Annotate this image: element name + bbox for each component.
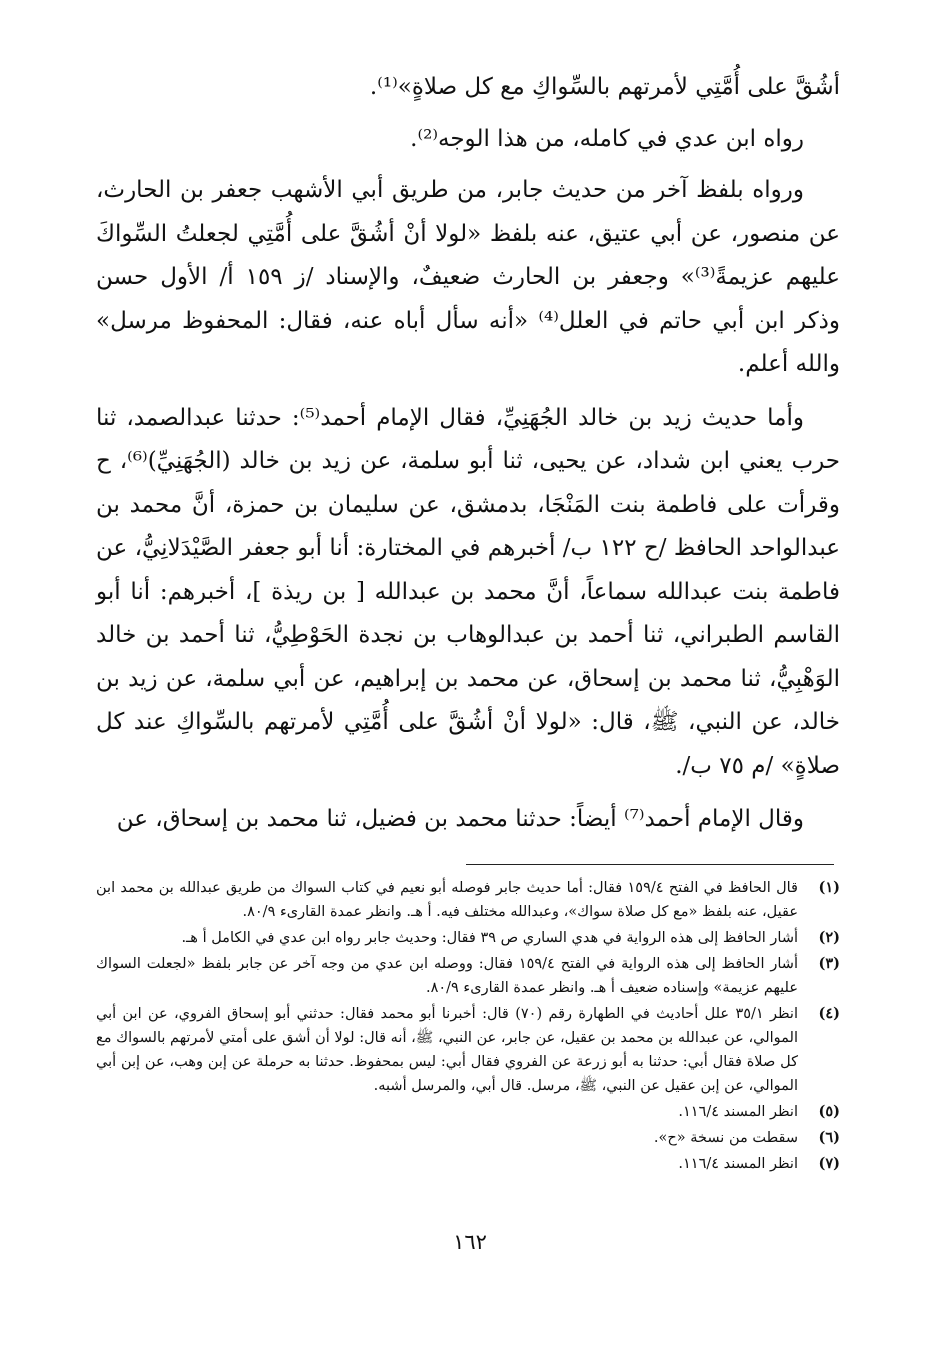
paragraph-jabir-narration: ورواه بلفظ آخر من حديث جابر، من طريق أبي الأشهب جعفر بن الحارث، عن منصور، عن أبي عتيق، عنه بلفظ «لولا أنْ أشُقَّ على أُمَّتِي لجعلتُ السِّواكَ عليهم عزيمةً⁽³⁾» وجعفر بن الحارث ضعيفٌ، والإسناد /ز ١٥٩ أ/ الأول حسن وذكر ابن أبي حاتم في العلل⁽⁴⁾ «أنه سأل أباه عنه، فقال: المحفوظ مرسل» والله أعلم. <box>96 177 840 377</box>
footnote-number: (٧) <box>818 1155 840 1172</box>
main-text <box>96 66 840 842</box>
paragraph-hadith-ending: أشُقَّ على أُمَّتِي لأمرتهم بالسِّواكِ مع كل صلاةٍ»⁽¹⁾. <box>369 74 840 100</box>
footnote-text: انظر المسند ١١٦/٤. <box>678 1156 798 1172</box>
footnote-number: (١) <box>818 879 840 896</box>
footnote <box>96 926 840 950</box>
footnote-number: (٥) <box>818 1103 840 1120</box>
footnote-divider <box>466 864 834 865</box>
footnote <box>96 1152 840 1176</box>
footnote-number: (٢) <box>818 929 840 946</box>
footnote-number: (٦) <box>818 1129 840 1146</box>
paragraph-ibn-adi: رواه ابن عدي في كامله، من هذا الوجه⁽²⁾. <box>410 125 804 152</box>
footnotes <box>96 876 840 1178</box>
footnote <box>96 1126 840 1150</box>
footnote <box>96 1100 840 1124</box>
footnote-text: سقطت من نسخة «ح». <box>653 1130 798 1146</box>
paragraph-zayd-hadith: وأما حديث زيد بن خالد الجُهَنِيِّ، فقال الإمام أحمد⁽⁵⁾: حدثنا عبدالصمد، ثنا حرب يعني ابن شداد، عن يحيى، ثنا أبو سلمة، عن زيد بن خالد (الجُهَنِيِّ)⁽⁶⁾، ح وقرأت على فاطمة بنت المَنْجَا، بدمشق، عن سليمان بن حمزة، أنَّ محمد بن عبدالواحد الحافظ /ح ١٢٢ ب/ أخبرهم في المختارة: أنا أبو جعفر الصَّيْدَلانِيُّ، عن فاطمة بنت عبدالله سماعاً، أنَّ محمد بن عبدالله [ بن ريذة ]، أخبرهم: أنا أبو القاسم الطبراني، ثنا أحمد بن عبدالوهاب بن نجدة الحَوْطِيُّ، ثنا أحمد بن خالد الوَهْبِيُّ، ثنا محمد بن إسحاق، عن محمد بن إبراهيم، عن أبي سلمة، عن زيد بن خالد، عن النبي، ﷺ، قال: «لولا أنْ أشُقَّ على أُمَّتِي لأمرتهم بالسِّواكِ عند كل صلاةٍ» /م ٧٥ ب/. <box>96 404 840 779</box>
footnote-number: (٤) <box>818 1005 840 1022</box>
page-number: ١٦٢ <box>453 1230 487 1254</box>
footnote-number: (٣) <box>818 955 840 972</box>
footnote-text: انظر المسند ١١٦/٤. <box>678 1104 798 1120</box>
footnote-text: أشار الحافظ إلى هذه الرواية في هدي الساري ص ٣٩ فقال: وحديث جابر رواه ابن عدي في الكامل أ هـ. <box>181 930 798 946</box>
footnote-text: أشار الحافظ إلى هذه الرواية في الفتح ١٥٩/٤ فقال: ووصله ابن عدي من وجه آخر عن جابر بلفظ «لجعلت السواك عليهم عزيمة» وإسناده ضعيف أ هـ. وانظر عمدة القارىء ٨٠/٩. <box>96 956 798 996</box>
footnote <box>96 952 840 1000</box>
footnote <box>96 1002 840 1098</box>
footnote-text: انظر ٣٥/١ علل أحاديث في الطهارة رقم (٧٠) قال: أخبرنا أبو محمد فقال: حدثني أبو إسحاق الفروي، عن ابن أبي الموالي، عن عبدالله بن محمد بن عقيل، عن جابر، عن النبي، ﷺ، أنه قال: لولا أن أشق على أمتي لأمرتهم بالسواك مع كل صلاة فقال أبي: حدثنا به أبو زرعة عن الفروي فقال أبي: ليس بمحفوظ. حدثنا به حرملة عن إبن وهب، عن إبن أبي الموالي، عن إبن عقيل عن النبي، ﷺ، مرسل. قال أبي، والمرسل أشبه. <box>96 1006 798 1094</box>
paragraph-ahmad-continued: وقال الإمام أحمد⁽⁷⁾ أيضاً: حدثنا محمد بن فضيل، ثنا محمد بن إسحاق، عن <box>116 806 804 832</box>
footnote-text: قال الحافظ في الفتح ١٥٩/٤ فقال: أما حديث جابر فوصله أبو نعيم في كتاب السواك من طريق عبدالله بن محمد ابن عقيل، عنه بلفظ «مع كل صلاة سواك»، وعبدالله مختلف فيه. أ هـ. وانظر عمدة القارىء ٨٠/٩. <box>96 880 798 920</box>
footnote <box>96 876 840 924</box>
